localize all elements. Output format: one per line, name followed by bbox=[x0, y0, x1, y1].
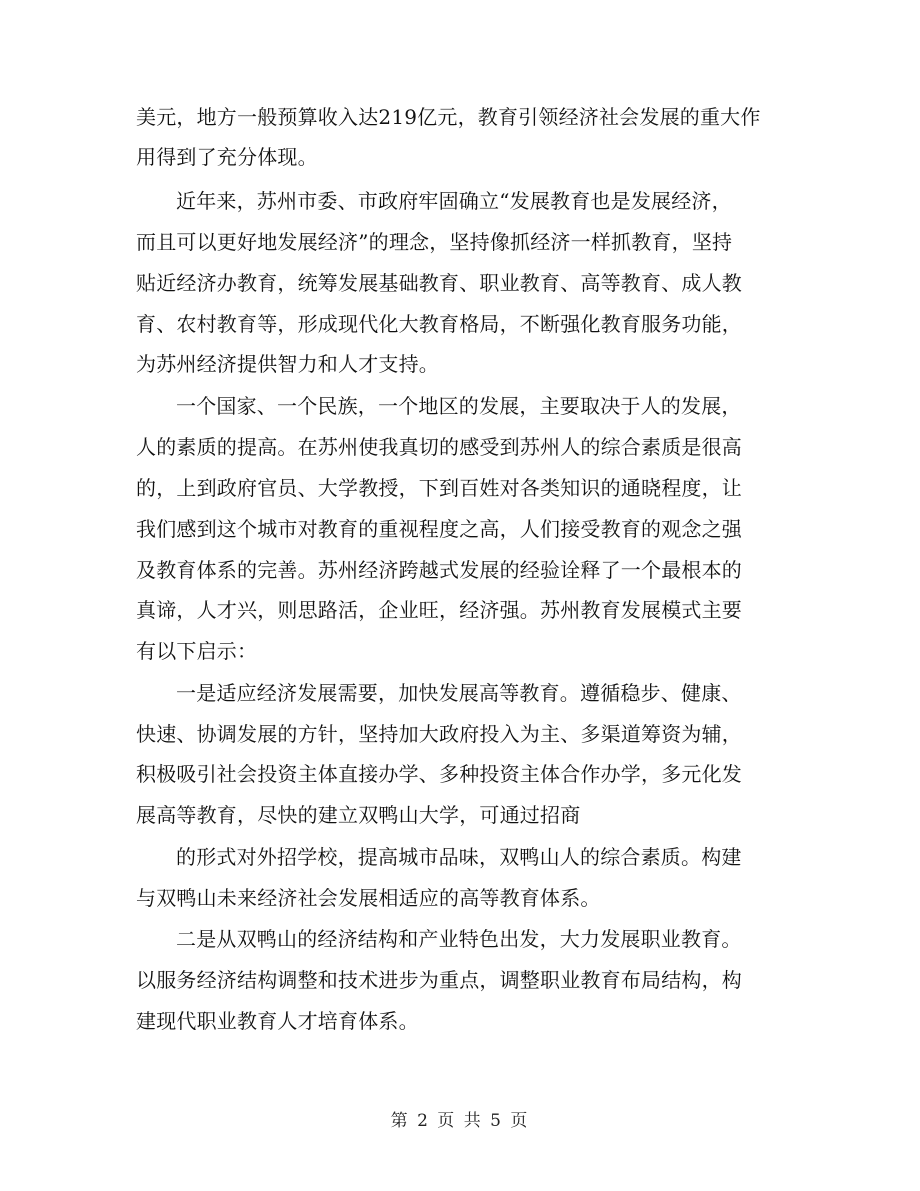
body-text-line: 贴近经济办教育，统筹发展基础教育、职业教育、高等教育、成人教 bbox=[136, 271, 742, 295]
body-text-line: 育、农村教育等，形成现代化大教育格局，不断强化教育服务功能， bbox=[136, 312, 742, 336]
paragraph-first-line: 的形式对外招学校，提高城市品味，双鸭山人的综合素质。构建 bbox=[176, 845, 742, 869]
page-number-footer: 第 2 页 共 5 页 bbox=[390, 1111, 530, 1131]
body-text-line: 的，上到政府官员、大学教授，下到百姓对各类知识的通晓程度，让 bbox=[136, 476, 742, 500]
paragraph-first-line: 近年来，苏州市委、市政府牢固确立“发展教育也是发展经济， bbox=[176, 189, 732, 213]
paragraph-first-line: 一个国家、一个民族，一个地区的发展，主要取决于人的发展， bbox=[176, 394, 742, 418]
body-text-line: 我们感到这个城市对教育的重视程度之高，人们接受教育的观念之强 bbox=[136, 517, 742, 541]
body-text-line: 与双鸭山未来经济社会发展相适应的高等教育体系。 bbox=[136, 886, 601, 910]
body-text-line: 而且可以更好地发展经济”的理念，坚持像抓经济一样抓教育，坚持 bbox=[136, 230, 733, 254]
body-text-line: 有以下启示： bbox=[136, 639, 258, 663]
body-text-line: 为苏州经济提供智力和人才支持。 bbox=[136, 352, 439, 376]
body-text-line: 用得到了充分体现。 bbox=[136, 145, 318, 169]
paragraph-first-line: 二是从双鸭山的经济结构和产业特色出发，大力发展职业教育。 bbox=[176, 927, 742, 951]
body-text-line: 建现代职业教育人才培育体系。 bbox=[136, 1009, 419, 1033]
body-text-line: 积极吸引社会投资主体直接办学、多种投资主体合作办学，多元化发 bbox=[136, 762, 742, 786]
body-text-line: 真谛，人才兴，则思路活，企业旺，经济强。苏州教育发展模式主要 bbox=[136, 598, 742, 622]
body-text-line: 展高等教育，尽快的建立双鸭山大学，可通过招商 bbox=[136, 803, 581, 827]
paragraph-first-line: 一是适应经济发展需要，加快发展高等教育。遵循稳步、健康、 bbox=[176, 681, 742, 705]
body-text-line: 人的素质的提高。在苏州使我真切的感受到苏州人的综合素质是很高 bbox=[136, 435, 742, 459]
body-text-line: 快速、协调发展的方针，坚持加大政府投入为主、多渠道筹资为辅， bbox=[136, 722, 742, 746]
body-text-line: 美元，地方一般预算收入达219亿元，教育引领经济社会发展的重大作 bbox=[136, 105, 761, 129]
body-text-line: 及教育体系的完善。苏州经济跨越式发展的经验诠释了一个最根本的 bbox=[136, 558, 742, 582]
body-text-line: 以服务经济结构调整和技术进步为重点，调整职业教育布局结构，构 bbox=[136, 968, 742, 992]
